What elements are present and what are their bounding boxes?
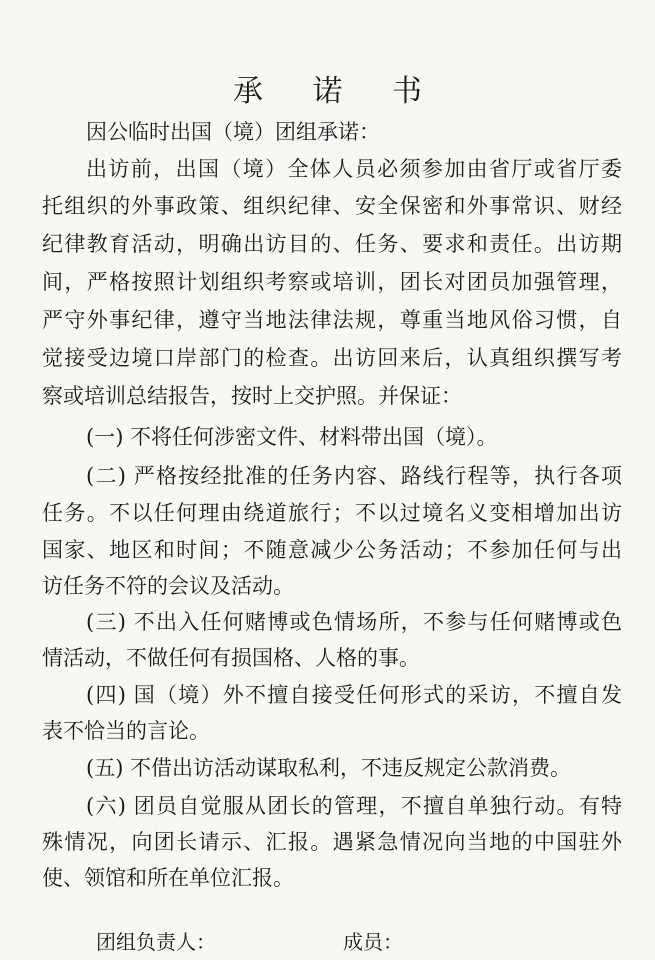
paragraph-line: 严守外事纪律，遵守当地法律法规，尊重当地风俗习惯，自 (42, 308, 622, 332)
clause-2-line: (二) 严格按经批准的任务内容、路线行程等，执行各项 (86, 464, 622, 488)
clause-2-line: 国家、地区和时间；不随意减少公务活动；不参加任何与出 (42, 538, 622, 562)
paragraph-line: 察或培训总结报告，按时上交护照。并保证： (42, 384, 462, 408)
paragraph-line: 出访前，出国（境）全体人员必须参加由省厅或省厅委 (86, 157, 622, 181)
clause-6-line: (六) 团员自觉服从团长的管理，不擅自单独行动。有特 (86, 794, 622, 818)
leader-signature-label: 团组负责人： (96, 930, 216, 954)
clause-1-line: (一) 不将任何涉密文件、材料带出国（境）。 (86, 425, 498, 449)
paragraph-line: 觉接受边境口岸部门的检查。出访回来后，认真组织撰写考 (42, 346, 622, 370)
clause-3-line: (三) 不出入任何赌博或色情场所，不参与任何赌博或色 (86, 610, 622, 634)
clause-6-line: 殊情况，向团长请示、汇报。遇紧急情况向当地的中国驻外 (42, 830, 622, 854)
salutation-line: 因公临时出国（境）团组承诺： (86, 120, 380, 144)
clause-6-line: 使、领馆和所在单位汇报。 (42, 866, 294, 890)
clause-2-line: 访任务不符的会议及活动。 (42, 574, 294, 598)
paragraph-line: 间，严格按照计划组织考察或培训，团长对团员加强管理， (42, 270, 622, 294)
paragraph-line: 纪律教育活动，明确出访目的、任务、要求和责任。出访期 (42, 232, 622, 256)
clause-4-line: 表不恰当的言论。 (42, 719, 210, 743)
paragraph-line: 托组织的外事政策、组织纪律、安全保密和外事常识、财经 (42, 194, 622, 218)
clause-3-line: 情活动，不做任何有损国格、人格的事。 (42, 646, 420, 670)
member-signature-label: 成员： (343, 930, 403, 954)
clause-5-line: (五) 不借出访活动谋取私利，不违反规定公款消费。 (86, 756, 572, 780)
clause-4-line: (四) 国（境）外不擅自接受任何形式的采访，不擅自发 (86, 683, 622, 707)
document-title: 承 诺 书 (232, 74, 443, 109)
clause-2-line: 任务。不以任何理由绕道旅行；不以过境名义变相增加出访 (42, 501, 622, 525)
